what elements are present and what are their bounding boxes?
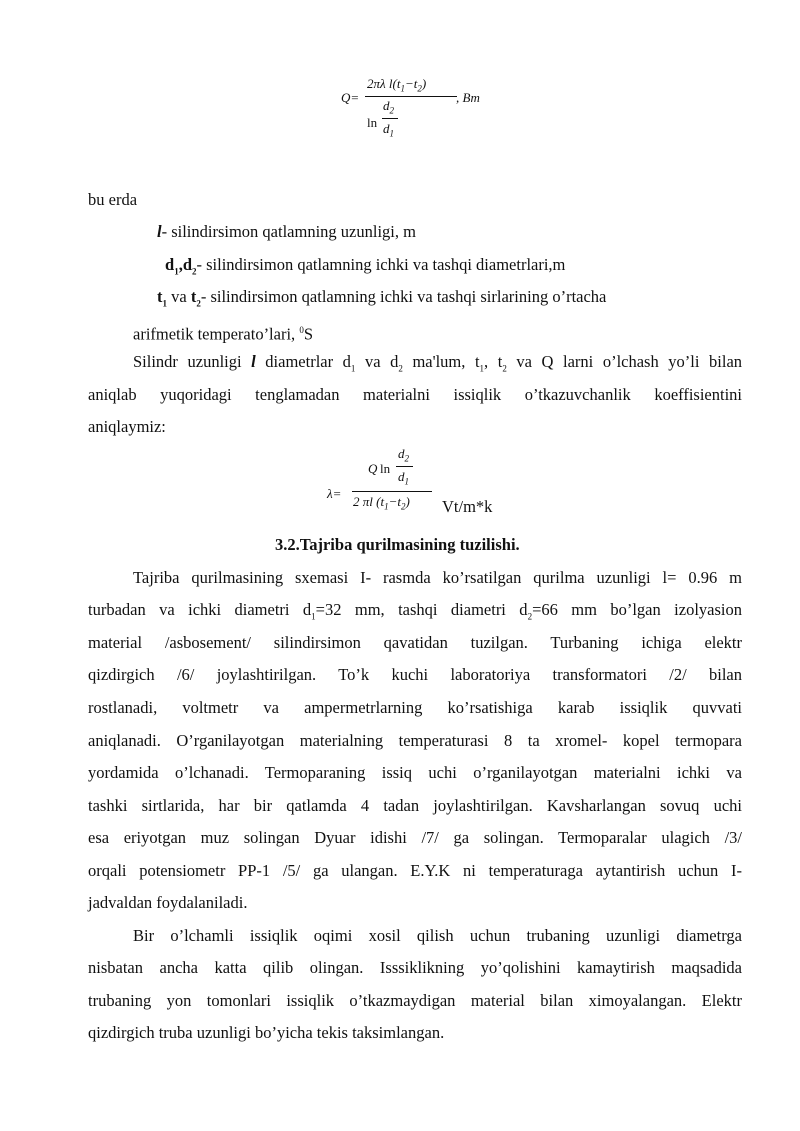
para2-line1: Tajriba qurilmasining sxemasi I- rasmda ko’rsatilgan qurilma uzunligi l= 0.96 m: [133, 568, 742, 587]
formula2-q: Q: [368, 461, 378, 476]
para1-line2: aniqlab yuqoridagi tenglamadan materialni issiqlik o’tkazuvchanlik koeffisientini: [88, 385, 742, 404]
formula2-ln: ln: [380, 461, 391, 476]
formula2-denominator: 2 πl $(t_1-t_2)$: [353, 494, 410, 512]
definition-t: $t_1$ va $t_2-$ silindirsimon qatlamning ichki va tashqi sirlarining o’rtacha: [157, 287, 607, 309]
formula2-unit: Vt/m*k: [442, 497, 493, 516]
formula-d2: $d_2$: [383, 98, 394, 116]
para3-last: qizdirgich truba uzunligi bo’yicha tekis taksimlangan.: [88, 1023, 445, 1042]
para2-line5: rostlanadi, voltmetr va ampermetrlarning ko’rsatishiga karab issiqlik quvvati: [88, 698, 742, 717]
definition-t-cont: arifmetik temperato’lari, $^0$S: [133, 324, 313, 344]
para3-line3: trubaning yon tomonlari issiqlik o’tkazmaydigan material bilan ximoyalangan. Elektr: [88, 991, 742, 1010]
para1-line1: Silindr uzunligi l diametrlar $d_1$ va $d_2$ ma'lum, $t_1$, $t_2$ va Q larni o’lchash yo’li bilan: [133, 352, 743, 374]
para2-line8: tashki sirtlarida, har bir qatlamda 4 tadan joylashtirilgan. Kavsharlangan sovuq uchi: [88, 796, 742, 815]
formula-d1: $d_1$: [383, 121, 394, 139]
para3-line1: Bir o’lchamli issiqlik oqimi xosil qilish uchun trubaning uzunligi diametrga: [133, 926, 742, 945]
para2-line6: aniqlanadi. O’rganilayotgan materialning temperaturasi 8 ta xromel- kopel termopara: [88, 731, 742, 750]
definition-l: l- silindirsimon qatlamning uzunligi, m: [157, 222, 416, 241]
para2-line10: orqali potensiometr PP-1 /5/ ga ulangan. E.Y.K ni temperaturaga aytantirish uchun I-: [88, 861, 742, 880]
formula2-lhs: λ=: [327, 486, 342, 501]
formula-ln: ln: [367, 115, 378, 130]
formula2-d2: $d_2$: [398, 446, 409, 464]
para1-line3: aniqlaymiz:: [88, 417, 166, 436]
para2-line3: material /asbosement/ silindirsimon qavatidan tuzilgan. Turbaning ichiga elektr: [88, 633, 742, 652]
para2-line9: esa eriyotgan muz solingan Dyuar idishi /7/ ga solingan. Termoparalar ulagich /3/: [88, 828, 742, 847]
para3-line2: nisbatan ancha katta qilib olingan. Isssiklikning yo’qolishini kamaytirish maqsadida: [88, 958, 742, 977]
inner-fraction-bar: [382, 118, 398, 119]
formula-lhs: Q=: [341, 90, 360, 105]
para2-line2: turbadan va ichki diametri $d_1=32$ mm, tashqi diametri $d_2=66$ mm bo’lgan izolyasion: [88, 600, 742, 622]
formula2-bar: [352, 491, 432, 492]
formula-numerator: 2πλ $l(t_1-t_2)$: [367, 76, 427, 94]
formula2-inner-bar: [396, 466, 413, 467]
formula-unit: , Bm: [456, 90, 480, 105]
para2-line7: yordamida o’lchanadi. Termoparaning issiq uchi o’rganilayotgan materialni ichki va: [88, 763, 742, 782]
fraction-bar: [365, 96, 457, 97]
formula2-d1: $d_1$: [398, 469, 409, 487]
para2-last: jadvaldan foydalaniladi.: [88, 893, 248, 912]
section-heading: 3.2.Tajriba qurilmasining tuzilishi.: [275, 535, 520, 554]
intro-text: bu erda: [88, 190, 138, 209]
para2-line4: qizdirgich /6/ joylashtirilgan. To’k kuchi laboratoriya transformatori /2/ bilan: [88, 665, 742, 684]
definition-d: $d_1,d_2-$ silindirsimon qatlamning ichki va tashqi diametrlari,m: [165, 255, 566, 277]
